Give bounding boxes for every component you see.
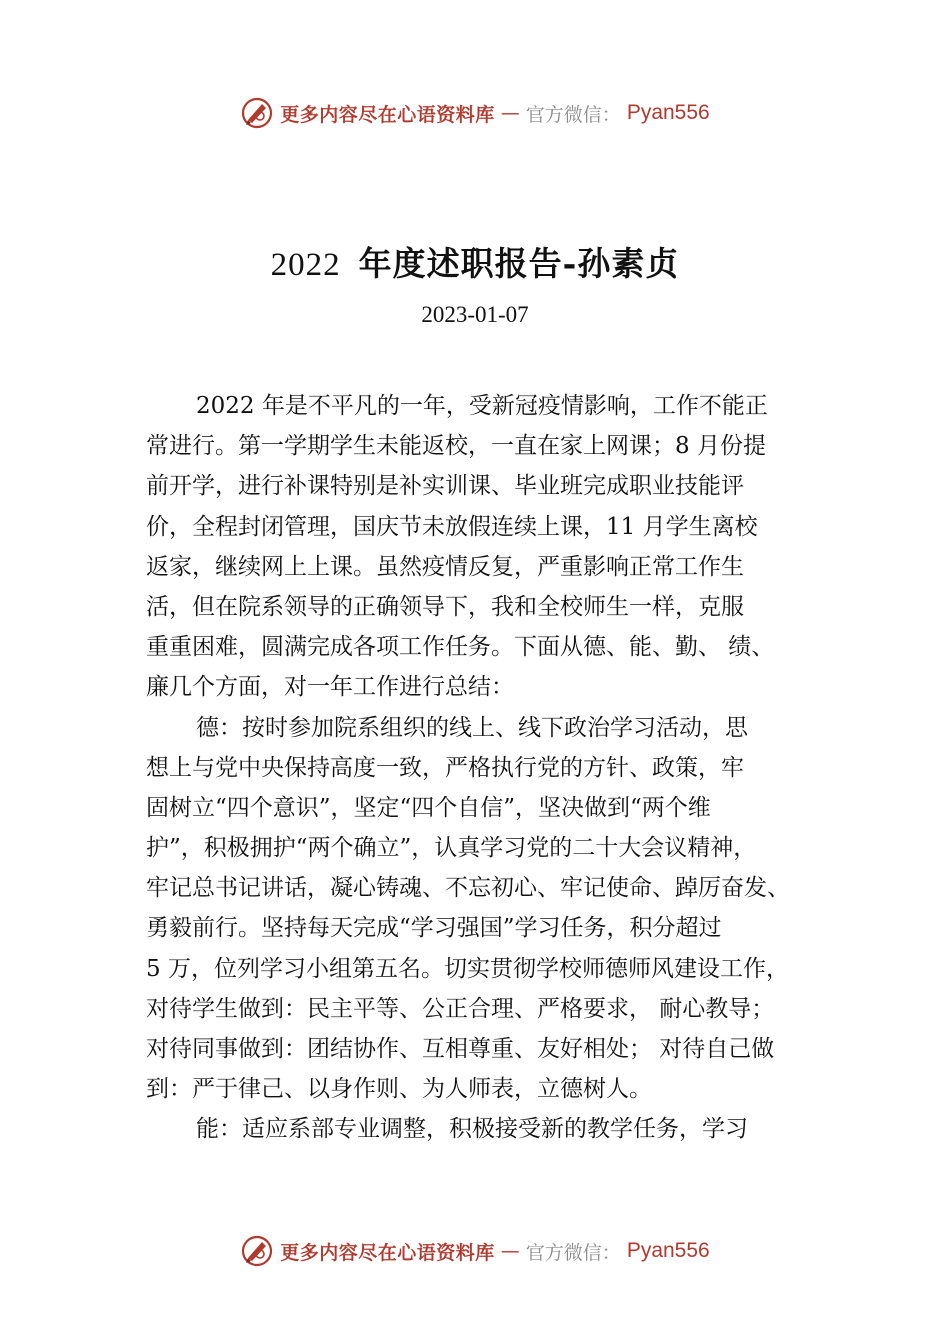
- watermark-wechat-label: 官方微信：: [525, 1241, 621, 1264]
- header-watermark: [0, 96, 950, 130]
- text-line: 返家，继续网上上课。虽然疫情反复，严重影响正常工作生: [146, 553, 744, 580]
- text-line: 护”，积极拥护“两个确立”，认真学习党的二十大会议精神，: [146, 835, 757, 862]
- text-line: 能：适应系部专业调整，积极接受新的教学任务，学习: [196, 1116, 748, 1143]
- watermark-separator: —: [500, 102, 520, 124]
- text-line: 想上与党中央保持高度一致，严格执行党的方针、政策，牢: [146, 754, 744, 781]
- text-line: 2022 年是不平凡的一年，受新冠疫情影响，工作不能正: [196, 393, 768, 419]
- text-line: 对待学生做到：民主平等、公正合理、严格要求， 耐心教导；: [146, 995, 775, 1022]
- text-line: 固树立“四个意识”，坚定“四个自信”，坚决做到“两个维: [146, 794, 711, 821]
- pen-logo-icon: [240, 1234, 274, 1268]
- title-text: 年度述职报告-孙素贞: [358, 244, 680, 283]
- watermark-wechat-id: Pyan556: [626, 101, 710, 124]
- title-year: 2022: [270, 247, 341, 283]
- text-line: 前开学，进行补课特别是补实训课、毕业班完成职业技能评: [146, 473, 744, 500]
- text-line: 常进行。第一学期学生未能返校，一直在家上网课；8 月份提: [146, 433, 766, 460]
- text-line: 重重困难，圆满完成各项工作任务。下面从德、能、勤、 绩、: [146, 634, 775, 661]
- text-line: 5 万，位列学习小组第五名。切实贯彻学校师德师风建设工作，: [146, 955, 789, 982]
- watermark-text: 更多内容尽在心语资料库: [280, 103, 495, 126]
- text-line: 廉几个方面，对一年工作进行总结：: [146, 674, 514, 701]
- text-line: 到：严于律己、以身作则、为人师表，立德树人。: [146, 1076, 652, 1103]
- document-date: 2023-01-07: [421, 302, 529, 327]
- footer-watermark: [0, 1234, 950, 1268]
- text-line: 对待同事做到：团结协作、互相尊重、友好相处； 对待自己做: [146, 1036, 775, 1062]
- watermark-wechat-label: 官方微信：: [525, 103, 621, 126]
- text-line: 价，全程封闭管理，国庆节未放假连续上课，11 月学生离校: [146, 513, 758, 540]
- document-body: [146, 386, 836, 1150]
- text-line: 活，但在院系领导的正确领导下，我和全校师生一样，克服: [146, 593, 744, 620]
- text-line: 德：按时参加院系组织的线上、线下政治学习活动，思: [196, 714, 748, 741]
- watermark-wechat-id: Pyan556: [626, 1239, 710, 1262]
- watermark-separator: —: [500, 1240, 520, 1262]
- text-line: 牢记总书记讲话，凝心铸魂、不忘初心、牢记使命、踔厉奋发、: [146, 875, 790, 902]
- watermark-text: 更多内容尽在心语资料库: [280, 1241, 495, 1264]
- document-title: [0, 238, 950, 285]
- text-line: 勇毅前行。坚持每天完成“学习强国”学习任务，积分超过: [146, 915, 722, 942]
- pen-logo-icon: [240, 96, 274, 130]
